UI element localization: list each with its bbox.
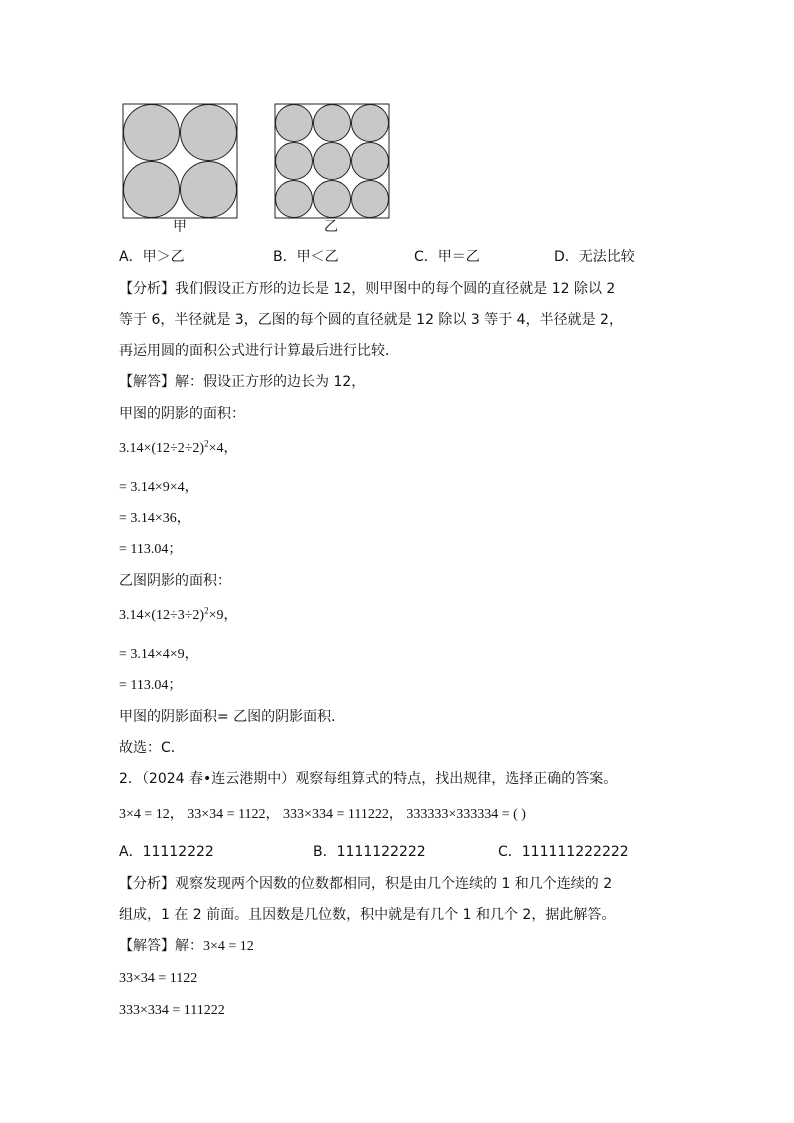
q2-stem: 2．（2024 春•连云港期中）观察每组算式的特点，找出规律，选择正确的答案。 xyxy=(119,771,618,787)
q2-option-c[interactable]: C．111111222222 xyxy=(498,844,629,860)
figure-yi-circle xyxy=(352,105,389,142)
q1-answer: 故选：C． xyxy=(119,740,185,756)
figure-yi-circle xyxy=(352,143,389,180)
q1-area-b-expr xyxy=(119,607,238,625)
q1-area-a-expr-pre: 3.14×(12÷2÷2) xyxy=(119,441,205,456)
q1-area-a-step: = 3.14×9×4， xyxy=(119,480,199,495)
q2-analysis-line: 组成，1 在 2 前面。且因数是几位数，积中就是有几个 1 和几个 2，据此解答。 xyxy=(119,907,616,923)
q1-area-b-step: = 113.04； xyxy=(119,678,183,693)
figure-jia xyxy=(122,103,238,219)
q2-option-b[interactable]: B．1111122222 xyxy=(313,844,426,860)
q1-analysis-line: 等于 6，半径就是 3，乙图的每个圆的直径就是 12 除以 3 等于 4，半径就是 2， xyxy=(119,312,623,328)
q2-expression: 3×4 = 12， 33×34 = 1122， 333×334 = 111222， 333333×333334 = ( ) xyxy=(119,807,526,822)
figure-yi-circle xyxy=(276,143,313,180)
q1-option-d[interactable]: D．无法比较 xyxy=(554,249,635,265)
figure-yi-circle xyxy=(314,143,351,180)
q1-area-a-step: = 113.04； xyxy=(119,542,183,557)
figure-yi-circle xyxy=(314,181,351,218)
q2-solution-head: 【解答】解： xyxy=(119,938,203,954)
q2-solution-line xyxy=(119,937,254,956)
figure-yi xyxy=(274,103,390,219)
q1-area-a-step: = 3.14×36， xyxy=(119,511,191,526)
q1-area-a-title: 甲图的阴影的面积： xyxy=(119,406,245,422)
figure-jia-label: 甲 xyxy=(173,219,187,235)
figure-yi-label: 乙 xyxy=(324,219,338,235)
figure-jia-circle xyxy=(124,105,180,161)
figure-yi-circle xyxy=(352,181,389,218)
figure-jia-circle xyxy=(181,105,237,161)
q1-area-b-expr-post: ×9， xyxy=(208,608,238,623)
q2-analysis-line: 【分析】观察发现两个因数的位数都相同，积是由几个连续的 1 和几个连续的 2 xyxy=(119,876,613,892)
figure-yi-circle xyxy=(276,181,313,218)
q1-conclusion: 甲图的阴影面积= 乙图的阴影面积． xyxy=(119,709,346,725)
q1-area-b-step: = 3.14×4×9， xyxy=(119,647,199,662)
figure-yi-circle xyxy=(314,105,351,142)
q1-area-a-expr xyxy=(119,440,238,458)
q1-option-b[interactable]: B．甲＜乙 xyxy=(273,249,339,265)
q2-solution-first: 3×4 = 12 xyxy=(203,939,254,954)
q1-area-b-expr-pre: 3.14×(12÷3÷2) xyxy=(119,608,205,623)
q1-area-b-title: 乙图阴影的面积： xyxy=(119,573,231,589)
q1-area-b-expr-exp: 2 xyxy=(204,605,209,616)
q2-solution-step: 33×34 = 1122 xyxy=(119,971,198,986)
figure-jia-circle xyxy=(124,162,180,218)
figure-yi-circle xyxy=(276,105,313,142)
q1-analysis-line: 【分析】我们假设正方形的边长是 12，则甲图中的每个圆的直径就是 12 除以 2 xyxy=(119,281,616,297)
q1-solution-head: 【解答】解：假设正方形的边长为 12， xyxy=(119,374,366,390)
q1-option-c[interactable]: C．甲＝乙 xyxy=(414,249,480,265)
q1-area-a-expr-post: ×4， xyxy=(208,441,238,456)
q1-option-a[interactable]: A．甲＞乙 xyxy=(119,249,185,265)
q2-solution-step: 333×334 = 111222 xyxy=(119,1003,225,1018)
figure-jia-circle xyxy=(181,162,237,218)
q1-analysis-line: 再运用圆的面积公式进行计算最后进行比较． xyxy=(119,343,399,359)
q2-option-a[interactable]: A．11112222 xyxy=(119,844,214,860)
q1-area-a-expr-exp: 2 xyxy=(204,438,209,449)
